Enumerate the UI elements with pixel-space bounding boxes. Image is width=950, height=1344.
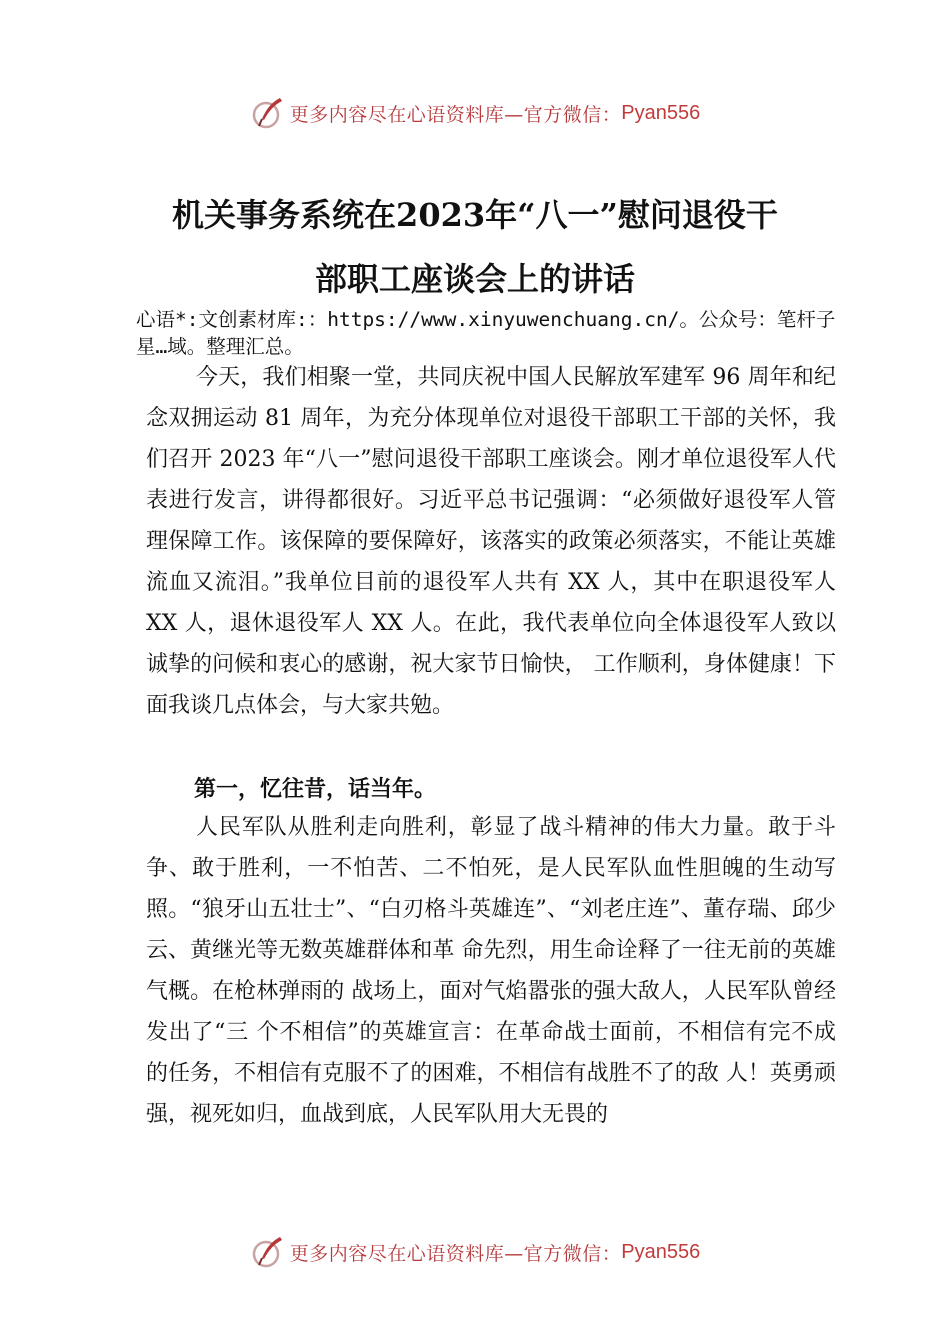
quill-pen-logo-icon [250, 1234, 286, 1270]
quill-pen-logo-icon [250, 95, 286, 131]
watermark-text: 更多内容尽在心语资料库—官方微信： [289, 103, 622, 126]
source-note: 心语*:文创素材库:：https://www.xinyuwenchuang.cn/。公众号：笔杆子星…域。整理汇总。 [136, 308, 836, 358]
watermark-wechat: Pyan556 [621, 101, 701, 124]
watermark-text: 更多内容尽在心语资料库—官方微信： [289, 1242, 622, 1265]
document-title-line1: 机关事务系统在2023年“八一”慰问退役干 [172, 196, 778, 234]
paragraph-2: 人民军队从胜利走向胜利，彰显了战斗精神的伟大力量。敢于斗争、敢于胜利，一不怕苦、二不怕死，是人民军队血性胆魄的生动写照。“狼牙山五壮士”、“白刃格斗英雄连”、“刘老庄连”、董存瑞、邱少云、黄继光等无数英雄群体和革 命先烈，用生命诠释了一往无前的英雄气概。在枪林弹雨的 战场上，面对气焰嚣张的强大敌人，人民军队曾经发出了“三 个不相信”的英雄宣言：在革命战士面前，不相信有完不成 的任务，不相信有克服不了的困难，不相信有战胜不了的敌 人！英勇顽强，视死如归，血战到底，人民军队用大无畏的 [146, 815, 836, 1127]
footer-watermark [0, 1232, 950, 1272]
document-title-line2: 部职工座谈会上的讲话 [314, 260, 635, 298]
section-heading-1: 第一，忆往昔，话当年。 [194, 777, 437, 802]
watermark-wechat: Pyan556 [621, 1240, 701, 1263]
paragraph-1: 今天，我们相聚一堂，共同庆祝中国人民解放军建军 96 周年和纪念双拥运动 81 周年，为充分体现单位对退役干部职工干部的关怀，我们召开 2023 年“八一”慰问退役干部职工座谈会。刚才单位退役军人代表进行发言，讲得都很好。习近平总书记强调：“必须做好退役军人管理保障工作。该保障的要保障好，该落实的政策必须落实，不能让英雄流血又流泪。”我单位目前的退役军人共有 XX 人，其中在职退役军人 XX 人，退休退役军人 XX 人。在此，我代表单位向全体退役军人致以诚挚的问候和衷心的感谢，祝大家节日愉快， 工作顺利，身体健康！下面我谈几点体会，与大家共勉。 [146, 365, 836, 718]
header-watermark [0, 93, 950, 133]
